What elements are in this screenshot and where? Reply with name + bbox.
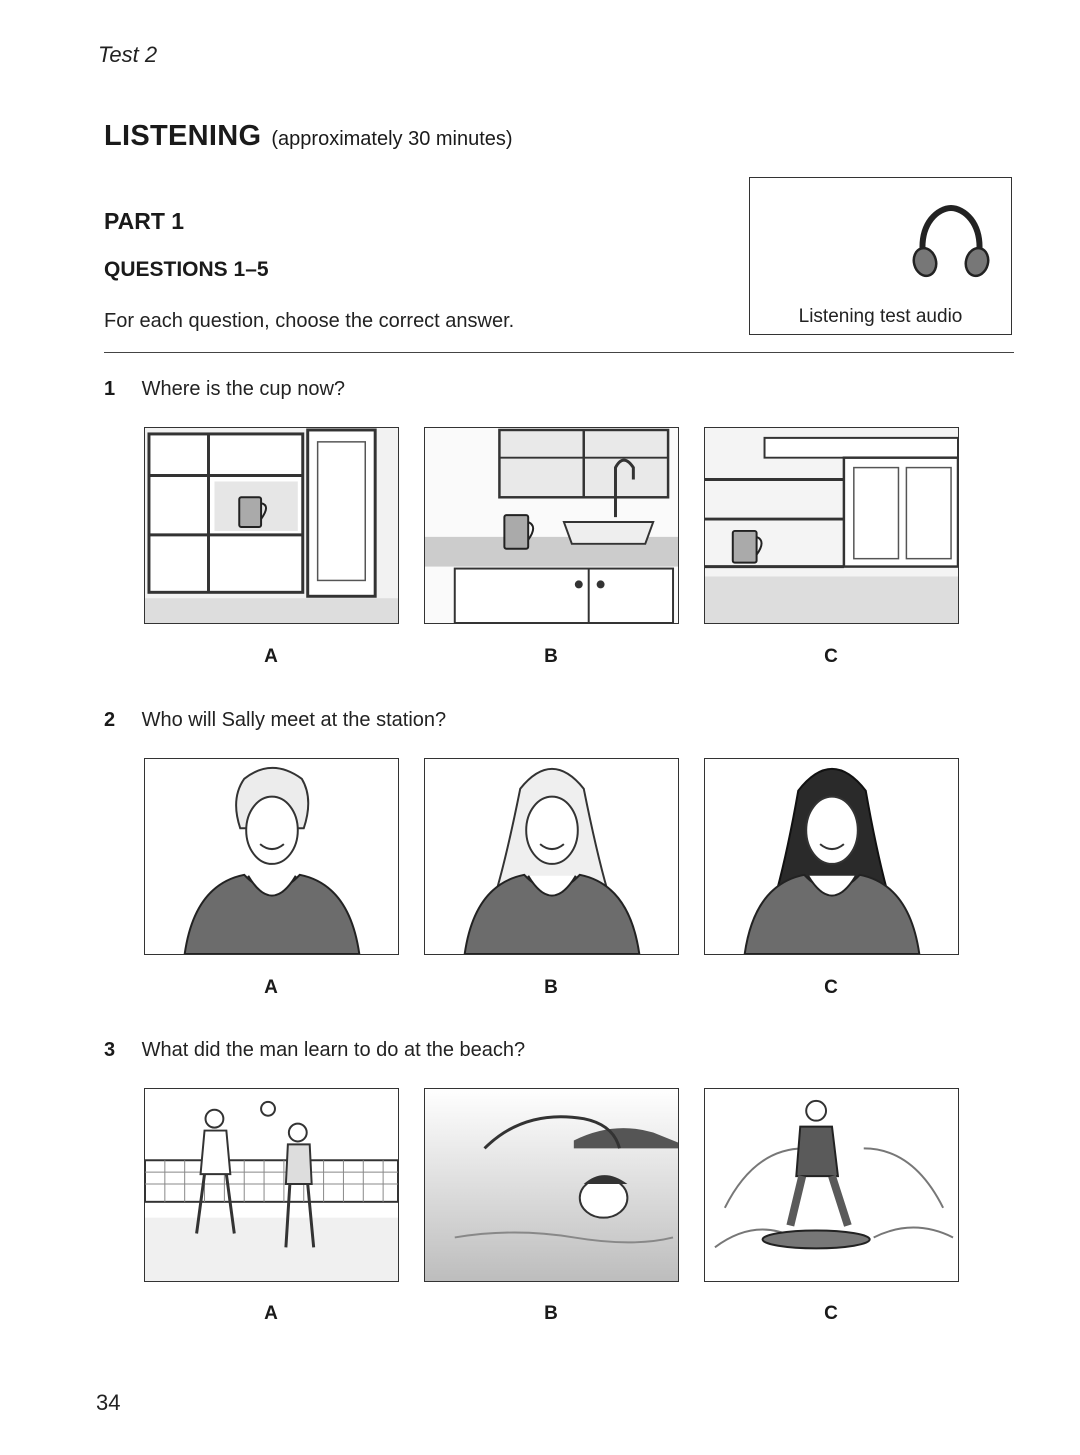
q3-option-c-image[interactable] bbox=[704, 1088, 959, 1282]
option-letter: C bbox=[824, 977, 838, 998]
option-letter: B bbox=[544, 1303, 558, 1324]
q1-option-c-image[interactable] bbox=[704, 427, 959, 624]
q2-option-a-image[interactable] bbox=[144, 758, 399, 955]
question-text: Who will Sally meet at the station? bbox=[141, 709, 447, 731]
section-note: (approximately 30 minutes) bbox=[271, 128, 513, 150]
option-letter: C bbox=[824, 1303, 838, 1324]
audio-label: Listening test audio bbox=[798, 306, 963, 327]
option-letter: A bbox=[264, 1303, 278, 1324]
page-number: 34 bbox=[96, 1390, 121, 1415]
option-letter: C bbox=[824, 646, 838, 667]
part-title: PART 1 bbox=[104, 208, 185, 234]
option-letter: A bbox=[264, 977, 278, 998]
question-number: 3 bbox=[104, 1039, 116, 1061]
q2-option-b-image[interactable] bbox=[424, 758, 679, 955]
question-1 bbox=[104, 378, 345, 401]
section-heading bbox=[104, 120, 513, 153]
section-title: LISTENING bbox=[104, 120, 262, 152]
q3-option-a-image[interactable] bbox=[144, 1088, 399, 1282]
q1-option-b-image[interactable] bbox=[424, 427, 679, 624]
test-label: Test 2 bbox=[98, 42, 158, 67]
option-letter: A bbox=[264, 646, 278, 667]
question-number: 1 bbox=[104, 378, 116, 400]
headphones-icon bbox=[909, 204, 993, 282]
q3-option-b-image[interactable] bbox=[424, 1088, 679, 1282]
question-3 bbox=[104, 1039, 525, 1062]
instruction-text: For each question, choose the correct answer. bbox=[104, 310, 515, 332]
questions-range: QUESTIONS 1–5 bbox=[104, 258, 269, 281]
question-2 bbox=[104, 709, 446, 732]
question-text: Where is the cup now? bbox=[141, 378, 346, 400]
question-text: What did the man learn to do at the beach? bbox=[141, 1039, 526, 1061]
q1-option-a-image[interactable] bbox=[144, 427, 399, 624]
audio-box[interactable] bbox=[749, 177, 1012, 335]
question-number: 2 bbox=[104, 709, 116, 731]
q2-option-c-image[interactable] bbox=[704, 758, 959, 955]
option-letter: B bbox=[544, 977, 558, 998]
option-letter: B bbox=[544, 646, 558, 667]
section-divider bbox=[104, 352, 1014, 353]
